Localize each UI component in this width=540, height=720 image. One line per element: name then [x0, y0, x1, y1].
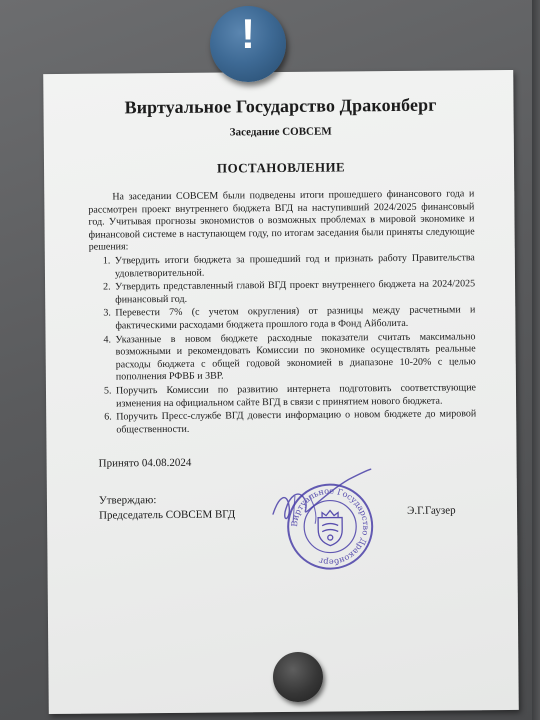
- document-heading: ПОСТАНОВЛЕНИЕ: [216, 159, 346, 176]
- seal-text: Виртуальное Государство Драконберг: [289, 485, 372, 568]
- decisions-list: [89, 252, 477, 437]
- decision-item: 3. Перевести 7% (с учетом округления) от разницы между расчетными и фактическими расходами бюджета прошлого года в Фонд Айболита.: [113, 305, 475, 333]
- handwritten-signature: [265, 465, 376, 536]
- dark-magnet: [273, 652, 323, 702]
- approve-label: Утверждаю:: [98, 494, 157, 507]
- document-title: Виртуальное Государство Драконберг: [124, 94, 437, 118]
- chairman-title: Председатель СОВСЕМ ВГД: [99, 508, 236, 522]
- decision-item: 5. Поручить Комиссии по развитию интернета подготовить соответствующие изменения на официальном сайте ВГД в связи с принятием нового бюджета.: [114, 382, 476, 410]
- document-body: [87, 94, 476, 438]
- decision-item: 1. Утвердить итоги бюджета за прошедший год и признать работу Правительства удовлетворительной.: [113, 252, 475, 280]
- signer-name: Э.Г.Гаузер: [406, 504, 456, 517]
- document-subtitle: Заседание СОВСЕМ: [229, 125, 332, 139]
- paper-sheet: [43, 70, 519, 714]
- decision-item: 4. Указанные в новом бюджете расходные показатели считать максимально возможными и рекомендовать Комиссии по экономике осуществлять реальные расходы бюджета с общей годовой экономией в диапазоне 10-20% с целью пополнения РФВБ и ЗВР.: [113, 331, 475, 385]
- exclamation-icon: !: [241, 10, 255, 57]
- approval-block: [99, 492, 235, 523]
- board-edge: [532, 0, 540, 720]
- decision-item: 6. Поручить Пресс-службе ВГД довести информацию о новом бюджете до мировой общественности.: [114, 408, 476, 436]
- intro-paragraph: На заседании СОВСЕМ были подведены итоги прошедшего финансового года и рассмотрен проект внутреннего бюджета ВГД на наступивший 2024/2025 финансовый год. Учитывая прогнозы экономистов о возможных проблемах в мировой экономике и финансовой системе в наступающем году, по итогам заседания были приняты следующие решения:: [88, 188, 475, 254]
- blue-magnet: [210, 6, 286, 82]
- accepted-date: Принято 04.08.2024: [98, 456, 192, 470]
- decision-item: 2. Утвердить представленный главой ВГД проект внутреннего бюджета на 2024/2025 финансовый год.: [113, 278, 475, 306]
